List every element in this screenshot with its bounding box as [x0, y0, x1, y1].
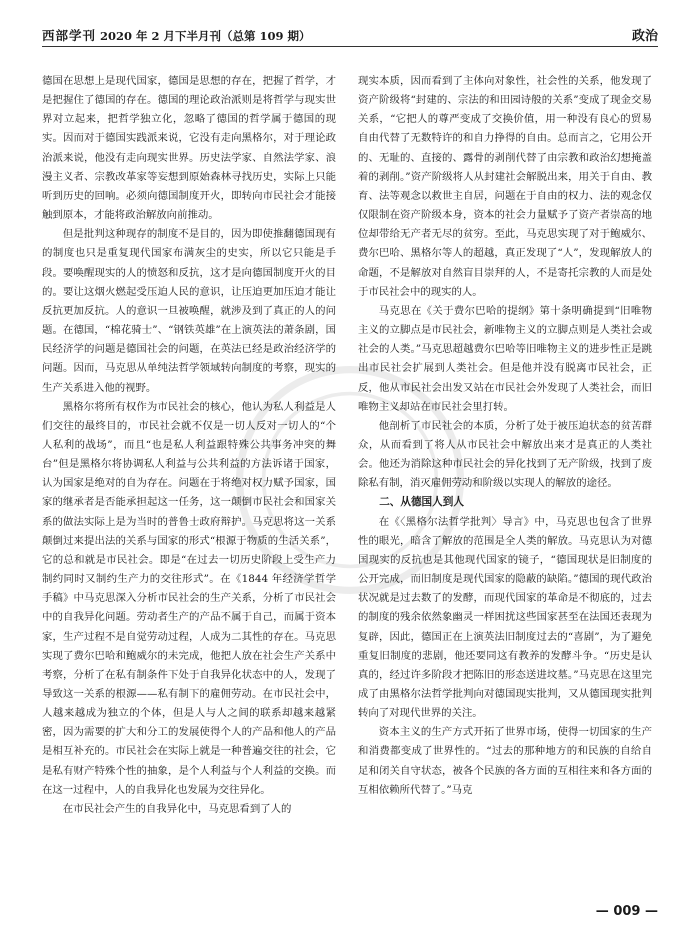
right-column	[358, 72, 652, 872]
body-paragraph: 现实本质，因而看到了主体向对象性，社会性的关系，他发现了资产阶级将“封建的、宗法的和田园诗般的关系”变成了现金交易关系，“它把人的尊严变成了交换价值，用一种没有良心的贸易自由代替了无数特许的和自力挣得的自由。总而言之，它用公开的、无耻的、直接的、露骨的剥削代替了由宗教和政治幻想掩盖着的剥削。”资产阶级将人从封建社会解脱出来，用关于自由、教育、法等观念以救世主自居，问题在于自由的权力、法的观念仅仅限制在资产阶级本身，资本的社会力量赋予了资产者崇高的地位却带给无产者无尽的贫穷。至此，马克思实现了对于鲍威尔、费尔巴哈、黑格尔等人的超越，真正发现了“人”，发现解放人的命题，不是解放对自然盲目崇拜的人，不是寄托宗教的人而是处于市民社会中的现实的人。	[358, 75, 652, 298]
body-paragraph: 在《〈黑格尔法哲学批判〉导言》中，马克思也包含了世界性的眼光，暗含了解放的范围是全人类的解放。马克思认为对德国现实的反抗也是其他现代国家的镜子，“德国现状是旧制度的公开完成，而旧制度是现代国家的隐蔽的缺陷。”德国的现代政治状况就是过去数了的发酵，而现代国家的革命是不彻底的，过去的制度的残余依然象幽灵一样困扰这些国家甚至在法国还表现为复辟，因此，德国正在上演英法旧制度过去的“喜剧”，为了避免重复旧制度的悲剧，他还要同这有教养的发酵斗争。“历史是认真的，经过许多阶段才把陈旧的形态送进坟墓。”马克思在这里完成了由黑格尔法哲学批判向对德国现实批判，又从德国现实批判转向了对现代世界的关注。	[358, 515, 652, 720]
journal-info	[42, 26, 311, 44]
section-label: 政治	[631, 29, 658, 44]
body-paragraph: 在市民社会产生的自我异化中，马克思看到了人的	[62, 802, 292, 815]
body-paragraph: 他剖析了市民社会的本质，分析了处于被压迫状态的贫苦群众，从而看到了将人从市民社会中解放出来才是真正的人类社会。他还为消除这种市民社会的异化找到了无产阶级，找到了废除私有制，消灭雇佣劳动和阶级以实现人的解放的途径。	[358, 419, 652, 490]
page-header	[42, 24, 658, 47]
page-number: — 009 —	[595, 904, 658, 919]
issue-label: 2020 年 2 月下半月刊（总第 109 期）	[100, 29, 311, 43]
section-heading: 二、从德国人到人	[379, 496, 464, 509]
body-paragraph: 但是批判这种现存的制度不是目的，因为即使推翻德国现有的制度也只是重复现代国家布满灰尘的史实，所以它只能是手段。要唤醒现实的人的愤怒和反抗，这才是向德国制度开火的目的。要让这烟火燃起受压迫人民的意识，让压迫更加压迫才能让反抗更加反抗。人的意识一旦被唤醒，就涉及到了真正的人的问题。在德国，“棉花骑士”、“钢铁英雄”在上演英法的萧条剧，国民经济学的问题是德国社会的问题，在英法已经是政治经济学的问题。因而，马克思从单纯法哲学领域转向制度的考察，现实的生产关系进入他的视野。	[42, 228, 336, 394]
body-paragraph: 马克思在《关于费尔巴哈的提纲》第十条明确提到“旧唯物主义的立脚点是市民社会，新唯物主义的立脚点则是人类社会或社会的人类。”马克思超越费尔巴哈等旧唯物主义的进步性正是跳出市民社会扩展到人类社会。但是他并没有脱离市民社会，正反，他从市民社会出发又站在市民社会外发现了人类社会，而旧唯物主义却站在市民社会里打转。	[358, 304, 652, 413]
journal-logo: 西部学刊	[42, 28, 97, 43]
body-paragraph: 黑格尔将所有权作为市民社会的核心，他认为私人利益是人们交往的最终目的，市民社会就不仅是一切人反对一切人的“个人私利的战场”，而且“也是私人利益跟特殊公共事务冲突的舞台”但是黑格尔将协调私人利益与公共利益的方法诉诸于国家，认为国家是绝对的自为存在。问题在于将绝对权力赋予国家，国家的继承者是否能承担起这一任务，这一颠倒市民社会和国家关系的做法实际上是为当时的普鲁士政府辩护。马克思将这一关系颠倒过来提出法的关系与国家的形式“根源于物质的生活关系”，它的总和就是市民社会。即是“在过去一切历史阶段上受生产力制约同时又制约生产力的交往形式”。在《1844 年经济学哲学手稿》中马克思深入分析市民社会的生产关系，分析了市民社会中的自我异化问题。劳动者生产的产品不属于自己，而属于资本家，生产过程不是自觉劳动过程，人成为二其性的存在。马克思实现了费尔巴哈和鲍威尔的未完成，他把人放在社会生产关系中考察，分析了在私有制条件下处于自我异化状态中的人，发现了导致这一关系的根源——私有制下的雇佣劳动。在市民社会中，人越来越成为独立的个体，但是人与人之间的联系却越来越紧密，因为需要的扩大和分工的发展使得个人的产品和他人的产品是相互补充的。市民社会在实际上就是一种普遍交往的社会，它是私有财产特殊个性的抽象，是个人利益与个人利益的交换。而在这一过程中，人的自我异化也发展为交往异化。	[42, 400, 336, 796]
body-paragraph: 德国在思想上是现代国家，德国是思想的存在，把握了哲学，才是把握住了德国的存在。德国的理论政治派则是将哲学与现实世界对立起来，把哲学独立化，忽略了德国的哲学属于德国的现实。因而对于德国实践派来说，它没有走向黑格尔，对于理论政治派来说，他没有走向现实世界。历史法学家、自然法学家、浪漫主义者、宗教改革家等妄想到原始森林寻找历史，实际上只能听到历史的回响。必须向德国制度开火，即转向市民社会才能接触到原本，才能将政治解放向前推动。	[42, 75, 336, 222]
left-column	[42, 72, 336, 872]
body-paragraph: 资本主义的生产方式开拓了世界市场，使得一切国家的生产和消费都变成了世界性的。“过去的那种地方的和民族的自给自足和闭关自守状态，被各个民族的各方面的互相往来和各方面的互相依赖所代替了。”马克	[358, 726, 652, 796]
